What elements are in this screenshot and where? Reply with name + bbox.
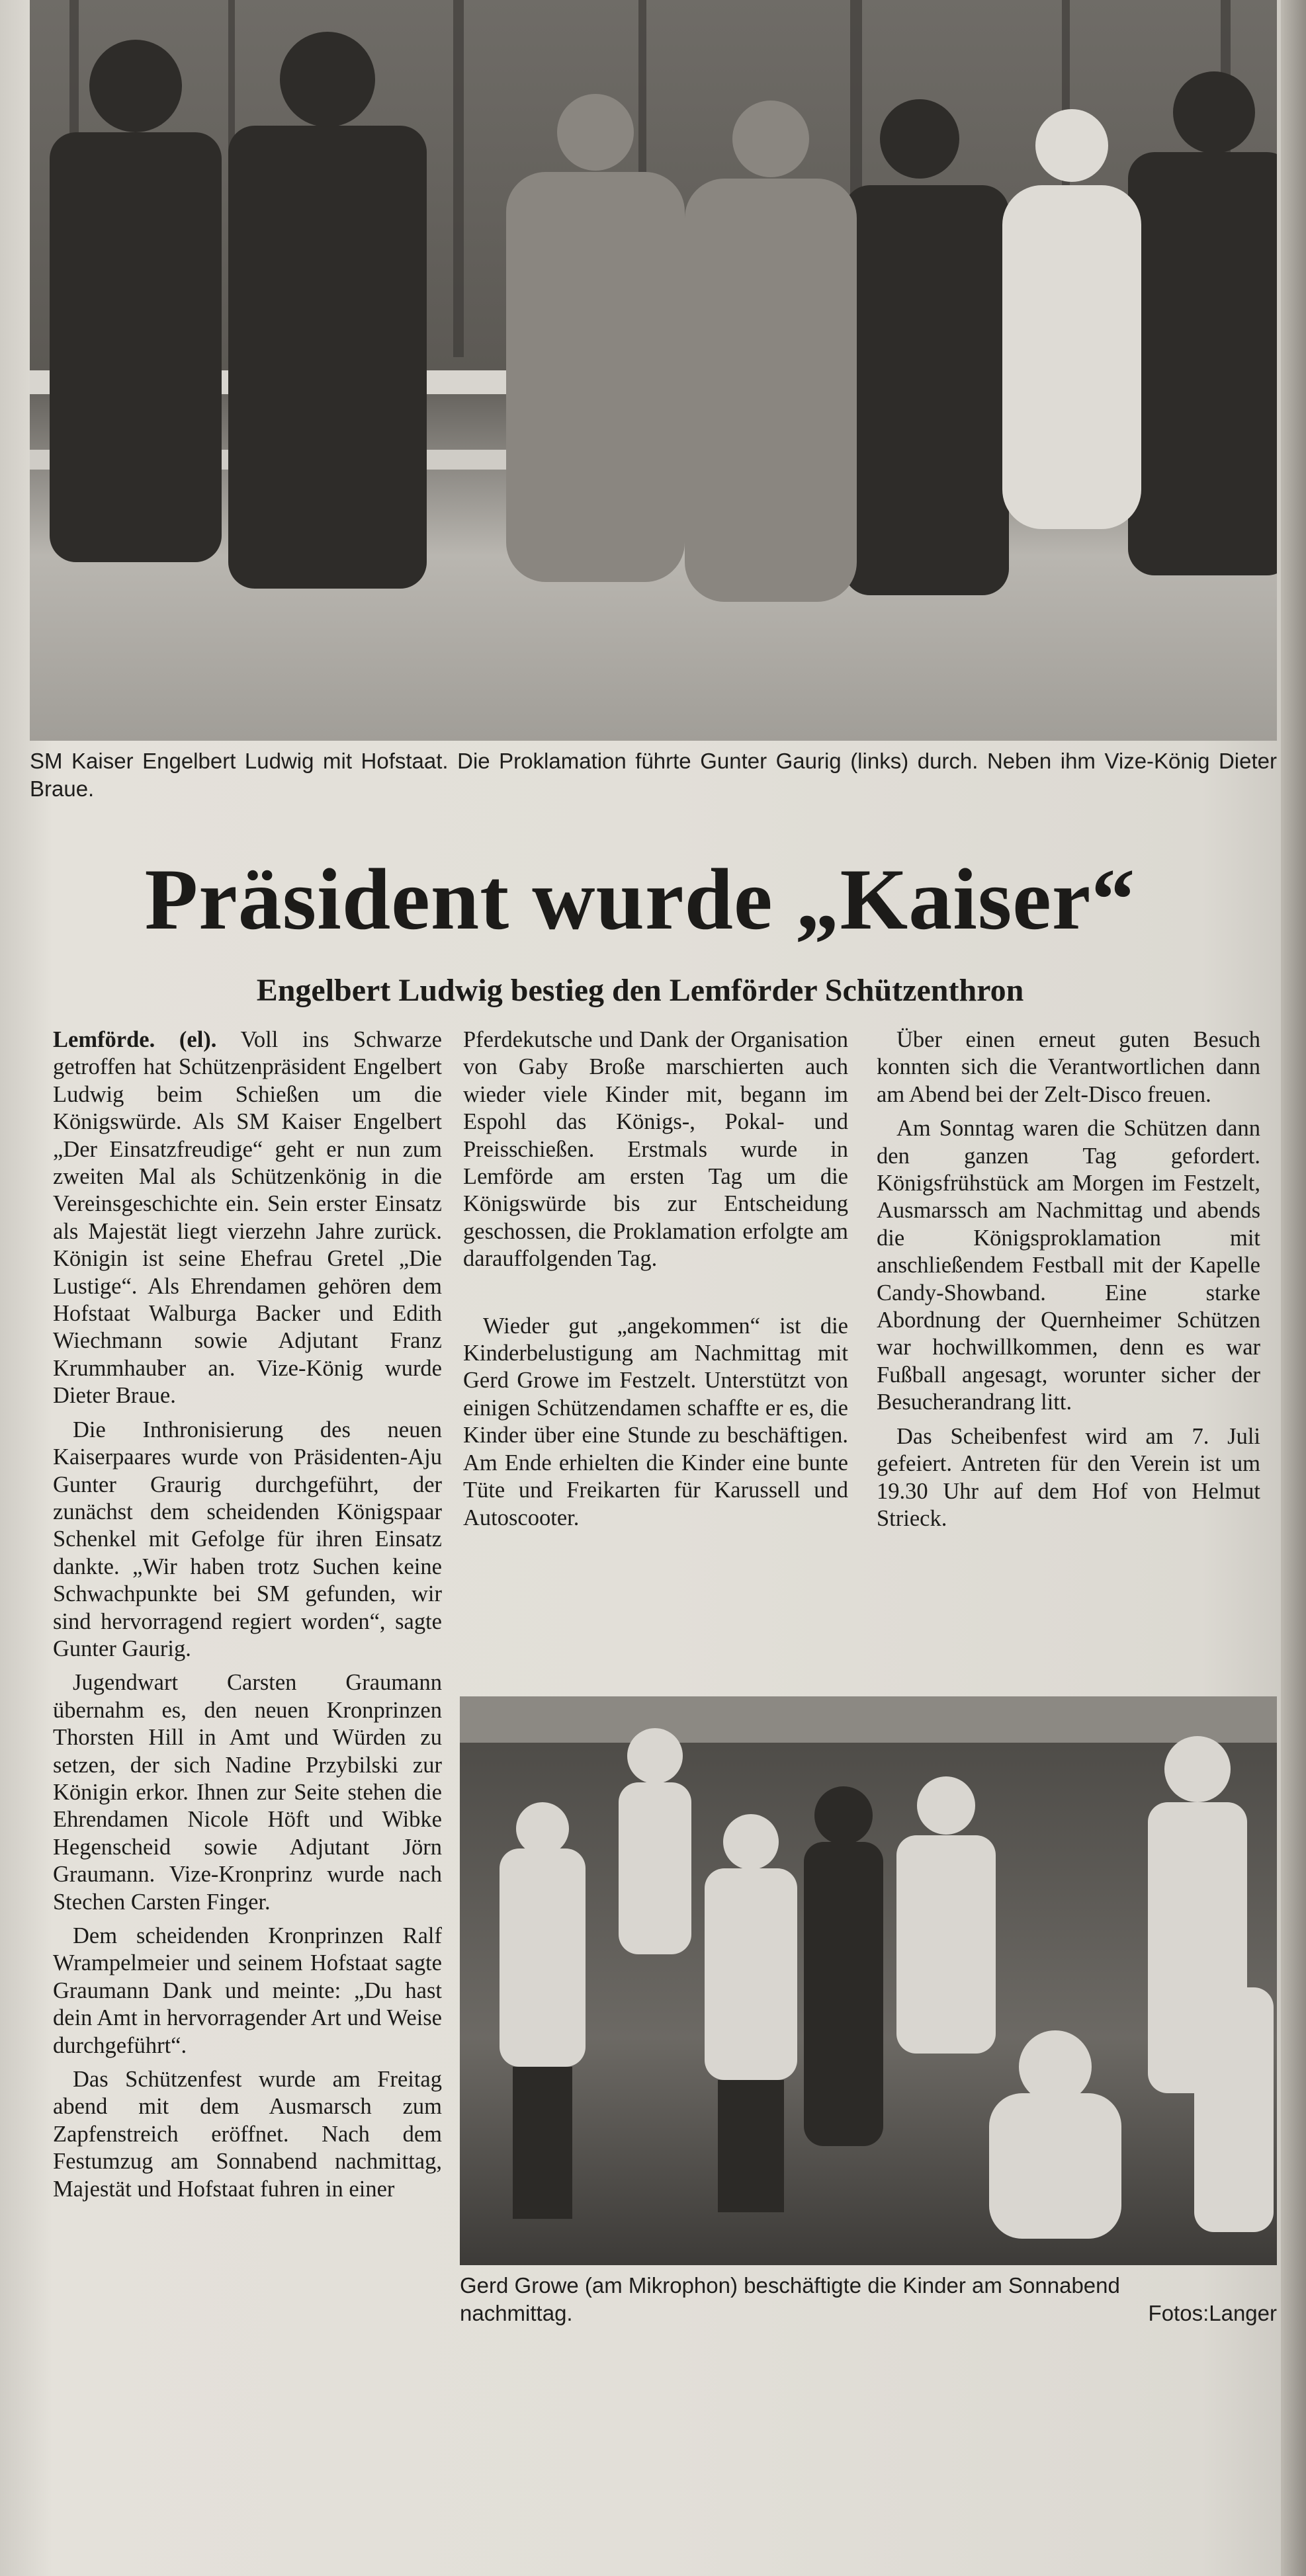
- article-paragraph: Über einen erneut guten Besuch konnten sich die Verantwortlichen dann am Abend bei der Zelt-Disco freuen.: [877, 1027, 1260, 1107]
- page-edge-shadow: [1281, 0, 1306, 2576]
- top-photo: [30, 0, 1277, 741]
- photo-credit: Fotos:Langer: [1148, 2301, 1277, 2325]
- article-paragraph: Jugendwart Carsten Graumann übernahm es, den neuen Kronprinzen Thorsten Hill in Amt und Würden zu setzen, der sich Nadine Przybilski zur Königin erkor. Ihnen zur Seite stehen die Ehrendamen Nicole Höft und Wibke Hegenscheid sowie Adjutant Jörn Graumann. Vize-Kronprinz wurde nach Stechen Carsten Finger.: [53, 1670, 442, 1915]
- headline: Präsident wurde „Kaiser“: [144, 851, 1136, 948]
- article-paragraph: Wieder gut „angekommen“ ist die Kinderbelustigung am Nachmittag mit Gerd Growe im Festzelt. Unterstützt von einigen Schützendamen schaffte er es, die Kinder über eine Stunde zu beschäftigen. Am Ende erhielten die Kinder eine bunte Tüte und Freikarten für Karussell und Autoscooter.: [463, 1313, 848, 1530]
- subheadline: Engelbert Ludwig bestieg den Lemförder Schützenthron: [256, 973, 1024, 1008]
- bottom-photo: [460, 1696, 1277, 2265]
- paragraph-text: Voll ins Schwarze getroffen hat Schützenpräsident Engelbert Ludwig beim Schießen um die Königswürde. Als SM Kaiser Engelbert „Der Einsatzfreudige“ geht er nun zum zweiten Mal als Schützenkönig in die Vereinsgeschichte ein. Sein erster Einsatz als Majestät liegt vierzehn Jahre zurück. Königin ist seine Ehefrau Gretel „Die Lustige“. Als Ehrendamen gehören dem Hofstaat Walburga Backer und Edith Wiechmann sowie Adjutant Franz Krummhauber an. Vize-König wurde Dieter Braue.: [53, 1027, 442, 1409]
- article-column-2: [463, 1026, 848, 1538]
- article-paragraph: [53, 1026, 442, 1410]
- article-column-1: [53, 1026, 442, 2210]
- dateline: Lemförde. (el).: [53, 1027, 217, 1052]
- article-paragraph: Das Schützenfest wurde am Freitag abend mit dem Ausmarsch zum Zapfenstreich eröffnet. Nach dem Festumzug am Sonnabend nachmittag, Majestät und Hofstaat fuhren in einer: [53, 2067, 442, 2202]
- article-paragraph: Das Scheibenfest wird am 7. Juli gefeiert. Antreten für den Verein ist um 19.30 Uhr auf dem Hof von Helmut Strieck.: [877, 1423, 1260, 1531]
- article-column-3: [877, 1026, 1260, 1539]
- article-paragraph: Am Sonntag waren die Schützen dann den ganzen Tag gefordert. Königsfrühstück am Morgen im Festzelt, Ausmarssch am Nachmittag und abends die Königsproklamation mit anschließendem Festball mit der Kapelle Candy-Showband. Eine starke Abordnung der Quernheimer Schützen war hochwillkommen, denn es war Fußball angesagt, worunter sicher der Besucherandrang litt.: [877, 1116, 1260, 1415]
- article-paragraph: Dem scheidenden Kronprinzen Ralf Wrampelmeier und seinem Hofstaat sagte Graumann Dank und meinte: „Du hast dein Amt in hervorragender Art und Weise durchgeführt“.: [53, 1923, 442, 2058]
- top-photo-caption: SM Kaiser Engelbert Ludwig mit Hofstaat. Die Proklamation führte Gunter Gaurig (links) durch. Neben ihm Vize-König Dieter Braue.: [30, 749, 1277, 801]
- article-paragraph: Die Inthronisierung des neuen Kaiserpaares wurde von Präsidenten-Aju Gunter Graurig durchgeführt, der zunächst dem scheidenden Königspaar Schenkel mit Gefolge für ihren Einsatz dankte. „Wir haben trotz Suchen keine Schwachpunkte bei SM gefunden, wir sind hervorragend regiert worden“, sagte Gunter Gaurig.: [53, 1417, 442, 1661]
- article-paragraph: Pferdekutsche und Dank der Organisation von Gaby Broße marschierten auch wieder viele Kinder mit, begann im Espohl das Königs-, Pokal- und Preisschießen. Erstmals wurde in Lemförde am ersten Tag um die Königswürde bis zur Entscheidung geschossen, die Proklamation erfolgte am darauffolgenden Tag.: [463, 1027, 848, 1272]
- bottom-photo-caption: Gerd Growe (am Mikrophon) beschäftigte die Kinder am Sonnabend nachmittag.: [460, 2273, 1120, 2325]
